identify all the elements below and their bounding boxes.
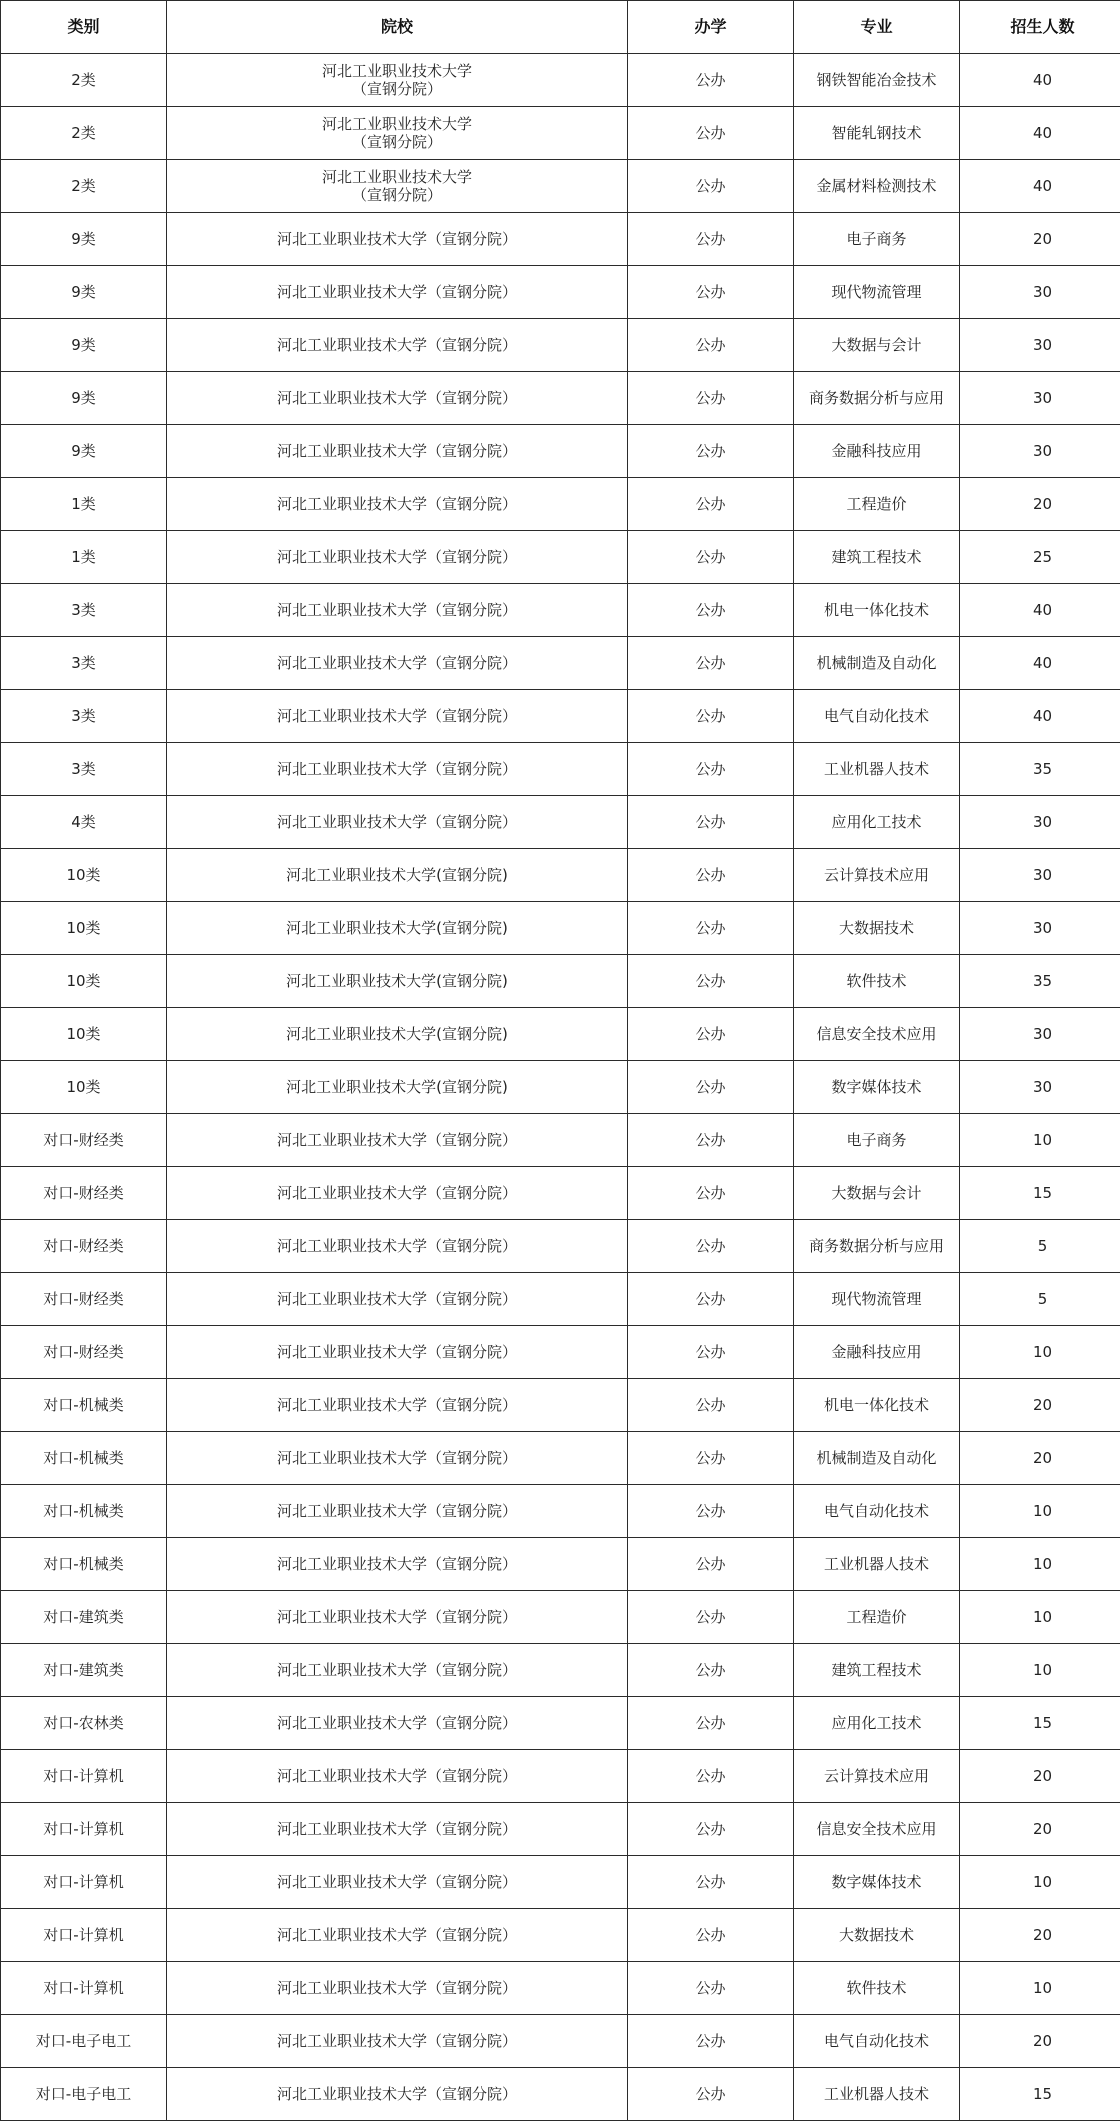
type-cell: 公办 xyxy=(628,1644,794,1697)
school-line: 河北工业职业技术大学（宣钢分院） xyxy=(276,1237,517,1255)
major-cell: 金融科技应用 xyxy=(794,425,960,478)
major-cell: 工业机器人技术 xyxy=(794,1538,960,1591)
school-cell xyxy=(167,796,628,849)
category-cell: 对口-计算机 xyxy=(1,1750,167,1803)
category-cell: 对口-财经类 xyxy=(1,1167,167,1220)
count-cell: 5 xyxy=(960,1273,1120,1326)
school-cell xyxy=(167,584,628,637)
type-cell: 公办 xyxy=(628,1220,794,1273)
count-cell: 20 xyxy=(960,1432,1120,1485)
school-cell xyxy=(167,1273,628,1326)
school-line: 河北工业职业技术大学（宣钢分院） xyxy=(276,1131,517,1149)
category-cell: 对口-财经类 xyxy=(1,1220,167,1273)
count-cell: 10 xyxy=(960,1538,1120,1591)
major-cell: 金属材料检测技术 xyxy=(794,160,960,213)
table-row xyxy=(1,1061,1120,1114)
table-row xyxy=(1,372,1120,425)
school-cell xyxy=(167,1856,628,1909)
school-cell xyxy=(167,1485,628,1538)
type-cell: 公办 xyxy=(628,743,794,796)
type-cell: 公办 xyxy=(628,160,794,213)
school-line: 河北工业职业技术大学（宣钢分院） xyxy=(276,1555,517,1573)
school-cell xyxy=(167,213,628,266)
school-line: 河北工业职业技术大学（宣钢分院） xyxy=(276,442,517,460)
major-cell: 电气自动化技术 xyxy=(794,690,960,743)
category-cell: 3类 xyxy=(1,690,167,743)
school-cell xyxy=(167,1962,628,2015)
category-cell: 对口-机械类 xyxy=(1,1379,167,1432)
table-row xyxy=(1,160,1120,213)
school-line: 河北工业职业技术大学（宣钢分院） xyxy=(276,1979,517,1997)
table-body xyxy=(1,54,1120,2121)
category-cell: 9类 xyxy=(1,319,167,372)
count-cell: 20 xyxy=(960,1750,1120,1803)
major-cell: 电气自动化技术 xyxy=(794,1485,960,1538)
major-cell: 大数据技术 xyxy=(794,1909,960,1962)
table-row xyxy=(1,902,1120,955)
type-cell: 公办 xyxy=(628,1538,794,1591)
major-cell: 现代物流管理 xyxy=(794,1273,960,1326)
school-cell xyxy=(167,902,628,955)
category-cell: 9类 xyxy=(1,372,167,425)
school-cell xyxy=(167,1591,628,1644)
major-cell: 电子商务 xyxy=(794,1114,960,1167)
count-cell: 40 xyxy=(960,637,1120,690)
type-cell: 公办 xyxy=(628,1008,794,1061)
major-cell: 钢铁智能冶金技术 xyxy=(794,54,960,107)
major-cell: 数字媒体技术 xyxy=(794,1856,960,1909)
count-cell: 15 xyxy=(960,1697,1120,1750)
table-row xyxy=(1,1697,1120,1750)
count-cell: 30 xyxy=(960,319,1120,372)
school-cell xyxy=(167,1326,628,1379)
table-row xyxy=(1,1273,1120,1326)
category-cell: 对口-财经类 xyxy=(1,1326,167,1379)
table-row xyxy=(1,213,1120,266)
count-cell: 5 xyxy=(960,1220,1120,1273)
school-line: 河北工业职业技术大学（宣钢分院） xyxy=(276,1343,517,1361)
school-line: 河北工业职业技术大学（宣钢分院） xyxy=(276,230,517,248)
school-cell xyxy=(167,1697,628,1750)
school-cell xyxy=(167,160,628,213)
count-cell: 40 xyxy=(960,690,1120,743)
type-cell: 公办 xyxy=(628,637,794,690)
count-cell: 30 xyxy=(960,849,1120,902)
category-cell: 4类 xyxy=(1,796,167,849)
type-cell: 公办 xyxy=(628,266,794,319)
school-cell xyxy=(167,743,628,796)
type-cell: 公办 xyxy=(628,372,794,425)
category-cell: 对口-计算机 xyxy=(1,1962,167,2015)
major-cell: 云计算技术应用 xyxy=(794,1750,960,1803)
count-cell: 35 xyxy=(960,955,1120,1008)
type-cell: 公办 xyxy=(628,54,794,107)
school-line: 河北工业职业技术大学（宣钢分院） xyxy=(276,336,517,354)
school-cell xyxy=(167,955,628,1008)
category-cell: 10类 xyxy=(1,955,167,1008)
header-count: 招生人数 xyxy=(960,1,1120,54)
table-row xyxy=(1,796,1120,849)
major-cell: 商务数据分析与应用 xyxy=(794,372,960,425)
major-cell: 机械制造及自动化 xyxy=(794,1432,960,1485)
school-line: 河北工业职业技术大学（宣钢分院） xyxy=(276,548,517,566)
school-line: 河北工业职业技术大学(宣钢分院) xyxy=(286,1025,508,1043)
school-cell xyxy=(167,107,628,160)
school-line: 河北工业职业技术大学（宣钢分院） xyxy=(276,283,517,301)
type-cell: 公办 xyxy=(628,425,794,478)
major-cell: 大数据与会计 xyxy=(794,319,960,372)
count-cell: 40 xyxy=(960,54,1120,107)
school-cell xyxy=(167,319,628,372)
count-cell: 35 xyxy=(960,743,1120,796)
school-cell xyxy=(167,2015,628,2068)
table-row xyxy=(1,2015,1120,2068)
school-line: 河北工业职业技术大学（宣钢分院） xyxy=(276,1184,517,1202)
major-cell: 工业机器人技术 xyxy=(794,2068,960,2121)
type-cell: 公办 xyxy=(628,531,794,584)
type-cell: 公办 xyxy=(628,955,794,1008)
major-cell: 软件技术 xyxy=(794,1962,960,2015)
major-cell: 机械制造及自动化 xyxy=(794,637,960,690)
school-line: 河北工业职业技术大学（宣钢分院） xyxy=(276,760,517,778)
school-line: 河北工业职业技术大学 xyxy=(321,62,472,80)
school-line: （宣钢分院） xyxy=(351,133,442,151)
school-line: 河北工业职业技术大学（宣钢分院） xyxy=(276,707,517,725)
table-row xyxy=(1,266,1120,319)
type-cell: 公办 xyxy=(628,1379,794,1432)
major-cell: 应用化工技术 xyxy=(794,796,960,849)
table-row xyxy=(1,1644,1120,1697)
school-line: 河北工业职业技术大学(宣钢分院) xyxy=(286,972,508,990)
school-line: 河北工业职业技术大学（宣钢分院） xyxy=(276,2085,517,2103)
count-cell: 30 xyxy=(960,266,1120,319)
type-cell: 公办 xyxy=(628,1432,794,1485)
school-cell xyxy=(167,478,628,531)
header-major: 专业 xyxy=(794,1,960,54)
school-line: 河北工业职业技术大学 xyxy=(321,115,472,133)
count-cell: 40 xyxy=(960,160,1120,213)
school-line: 河北工业职业技术大学（宣钢分院） xyxy=(276,601,517,619)
table-row xyxy=(1,743,1120,796)
count-cell: 40 xyxy=(960,107,1120,160)
count-cell: 20 xyxy=(960,478,1120,531)
count-cell: 30 xyxy=(960,796,1120,849)
count-cell: 20 xyxy=(960,2015,1120,2068)
type-cell: 公办 xyxy=(628,1273,794,1326)
major-cell: 大数据技术 xyxy=(794,902,960,955)
table-row xyxy=(1,1326,1120,1379)
count-cell: 40 xyxy=(960,584,1120,637)
type-cell: 公办 xyxy=(628,1909,794,1962)
category-cell: 对口-机械类 xyxy=(1,1432,167,1485)
school-line: 河北工业职业技术大学（宣钢分院） xyxy=(276,813,517,831)
category-cell: 2类 xyxy=(1,160,167,213)
category-cell: 1类 xyxy=(1,531,167,584)
type-cell: 公办 xyxy=(628,1803,794,1856)
school-line: 河北工业职业技术大学(宣钢分院) xyxy=(286,1078,508,1096)
category-cell: 对口-财经类 xyxy=(1,1114,167,1167)
major-cell: 软件技术 xyxy=(794,955,960,1008)
category-cell: 9类 xyxy=(1,213,167,266)
header-school: 院校 xyxy=(167,1,628,54)
type-cell: 公办 xyxy=(628,1114,794,1167)
type-cell: 公办 xyxy=(628,1167,794,1220)
type-cell: 公办 xyxy=(628,1962,794,2015)
table-row xyxy=(1,1167,1120,1220)
major-cell: 信息安全技术应用 xyxy=(794,1803,960,1856)
table-row xyxy=(1,637,1120,690)
table-row xyxy=(1,478,1120,531)
table-row xyxy=(1,319,1120,372)
count-cell: 15 xyxy=(960,1167,1120,1220)
school-line: 河北工业职业技术大学（宣钢分院） xyxy=(276,1396,517,1414)
school-cell xyxy=(167,1220,628,1273)
school-cell xyxy=(167,2068,628,2121)
school-cell xyxy=(167,637,628,690)
type-cell: 公办 xyxy=(628,584,794,637)
count-cell: 10 xyxy=(960,1326,1120,1379)
count-cell: 20 xyxy=(960,1379,1120,1432)
count-cell: 20 xyxy=(960,1803,1120,1856)
type-cell: 公办 xyxy=(628,1485,794,1538)
major-cell: 建筑工程技术 xyxy=(794,531,960,584)
table-row xyxy=(1,1909,1120,1962)
category-cell: 3类 xyxy=(1,743,167,796)
category-cell: 对口-计算机 xyxy=(1,1803,167,1856)
category-cell: 对口-电子电工 xyxy=(1,2015,167,2068)
category-cell: 对口-建筑类 xyxy=(1,1644,167,1697)
school-line: 河北工业职业技术大学（宣钢分院） xyxy=(276,654,517,672)
count-cell: 30 xyxy=(960,1008,1120,1061)
type-cell: 公办 xyxy=(628,796,794,849)
type-cell: 公办 xyxy=(628,1750,794,1803)
category-cell: 对口-电子电工 xyxy=(1,2068,167,2121)
major-cell: 工业机器人技术 xyxy=(794,743,960,796)
school-cell xyxy=(167,1432,628,1485)
major-cell: 云计算技术应用 xyxy=(794,849,960,902)
count-cell: 30 xyxy=(960,1061,1120,1114)
school-line: 河北工业职业技术大学 xyxy=(321,168,472,186)
table-row xyxy=(1,584,1120,637)
school-line: 河北工业职业技术大学（宣钢分院） xyxy=(276,389,517,407)
table-row xyxy=(1,1485,1120,1538)
school-line: （宣钢分院） xyxy=(351,186,442,204)
major-cell: 大数据与会计 xyxy=(794,1167,960,1220)
type-cell: 公办 xyxy=(628,902,794,955)
school-cell xyxy=(167,1909,628,1962)
school-cell xyxy=(167,690,628,743)
count-cell: 10 xyxy=(960,1485,1120,1538)
major-cell: 信息安全技术应用 xyxy=(794,1008,960,1061)
table-row xyxy=(1,1432,1120,1485)
count-cell: 15 xyxy=(960,2068,1120,2121)
table-row xyxy=(1,1538,1120,1591)
type-cell: 公办 xyxy=(628,319,794,372)
type-cell: 公办 xyxy=(628,1697,794,1750)
table-row xyxy=(1,1379,1120,1432)
table-row xyxy=(1,849,1120,902)
type-cell: 公办 xyxy=(628,1061,794,1114)
major-cell: 电子商务 xyxy=(794,213,960,266)
major-cell: 机电一体化技术 xyxy=(794,584,960,637)
category-cell: 2类 xyxy=(1,107,167,160)
major-cell: 机电一体化技术 xyxy=(794,1379,960,1432)
table-row xyxy=(1,531,1120,584)
category-cell: 3类 xyxy=(1,637,167,690)
table-row xyxy=(1,1591,1120,1644)
category-cell: 10类 xyxy=(1,1008,167,1061)
category-cell: 9类 xyxy=(1,266,167,319)
type-cell: 公办 xyxy=(628,107,794,160)
school-line: 河北工业职业技术大学（宣钢分院） xyxy=(276,1873,517,1891)
table-row xyxy=(1,1962,1120,2015)
school-line: 河北工业职业技术大学(宣钢分院) xyxy=(286,866,508,884)
category-cell: 对口-机械类 xyxy=(1,1485,167,1538)
type-cell: 公办 xyxy=(628,1591,794,1644)
school-cell xyxy=(167,849,628,902)
category-cell: 对口-机械类 xyxy=(1,1538,167,1591)
category-cell: 9类 xyxy=(1,425,167,478)
table-row xyxy=(1,1008,1120,1061)
major-cell: 工程造价 xyxy=(794,478,960,531)
table-row xyxy=(1,54,1120,107)
table-row xyxy=(1,1803,1120,1856)
type-cell: 公办 xyxy=(628,2015,794,2068)
type-cell: 公办 xyxy=(628,478,794,531)
major-cell: 应用化工技术 xyxy=(794,1697,960,1750)
count-cell: 10 xyxy=(960,1644,1120,1697)
table-header xyxy=(1,1,1120,54)
table-row xyxy=(1,955,1120,1008)
school-line: 河北工业职业技术大学（宣钢分院） xyxy=(276,1926,517,1944)
header-type: 办学 xyxy=(628,1,794,54)
count-cell: 10 xyxy=(960,1591,1120,1644)
table-row xyxy=(1,2068,1120,2121)
school-line: 河北工业职业技术大学（宣钢分院） xyxy=(276,1820,517,1838)
school-line: 河北工业职业技术大学（宣钢分院） xyxy=(276,1608,517,1626)
school-line: 河北工业职业技术大学（宣钢分院） xyxy=(276,2032,517,2050)
major-cell: 商务数据分析与应用 xyxy=(794,1220,960,1273)
school-line: 河北工业职业技术大学（宣钢分院） xyxy=(276,495,517,513)
category-cell: 10类 xyxy=(1,902,167,955)
table-row xyxy=(1,107,1120,160)
school-cell xyxy=(167,1379,628,1432)
school-cell xyxy=(167,54,628,107)
category-cell: 1类 xyxy=(1,478,167,531)
type-cell: 公办 xyxy=(628,2068,794,2121)
table-row xyxy=(1,690,1120,743)
table-row xyxy=(1,1856,1120,1909)
count-cell: 30 xyxy=(960,425,1120,478)
school-cell xyxy=(167,1061,628,1114)
count-cell: 30 xyxy=(960,372,1120,425)
type-cell: 公办 xyxy=(628,1856,794,1909)
category-cell: 对口-财经类 xyxy=(1,1273,167,1326)
school-cell xyxy=(167,1008,628,1061)
school-cell xyxy=(167,531,628,584)
school-line: 河北工业职业技术大学（宣钢分院） xyxy=(276,1449,517,1467)
school-line: 河北工业职业技术大学（宣钢分院） xyxy=(276,1714,517,1732)
count-cell: 10 xyxy=(960,1114,1120,1167)
school-cell xyxy=(167,425,628,478)
major-cell: 电气自动化技术 xyxy=(794,2015,960,2068)
school-line: （宣钢分院） xyxy=(351,80,442,98)
header-category: 类别 xyxy=(1,1,167,54)
major-cell: 建筑工程技术 xyxy=(794,1644,960,1697)
major-cell: 智能轧钢技术 xyxy=(794,107,960,160)
type-cell: 公办 xyxy=(628,849,794,902)
category-cell: 对口-计算机 xyxy=(1,1909,167,1962)
school-cell xyxy=(167,1803,628,1856)
count-cell: 30 xyxy=(960,902,1120,955)
category-cell: 对口-建筑类 xyxy=(1,1591,167,1644)
type-cell: 公办 xyxy=(628,213,794,266)
type-cell: 公办 xyxy=(628,690,794,743)
school-cell xyxy=(167,266,628,319)
major-cell: 数字媒体技术 xyxy=(794,1061,960,1114)
table-row xyxy=(1,1750,1120,1803)
school-line: 河北工业职业技术大学（宣钢分院） xyxy=(276,1290,517,1308)
category-cell: 对口-计算机 xyxy=(1,1856,167,1909)
school-line: 河北工业职业技术大学（宣钢分院） xyxy=(276,1661,517,1679)
school-cell xyxy=(167,1114,628,1167)
school-cell xyxy=(167,1538,628,1591)
count-cell: 25 xyxy=(960,531,1120,584)
school-cell xyxy=(167,1750,628,1803)
count-cell: 20 xyxy=(960,1909,1120,1962)
school-line: 河北工业职业技术大学（宣钢分院） xyxy=(276,1767,517,1785)
count-cell: 10 xyxy=(960,1962,1120,2015)
category-cell: 对口-农林类 xyxy=(1,1697,167,1750)
major-cell: 工程造价 xyxy=(794,1591,960,1644)
school-line: 河北工业职业技术大学(宣钢分院) xyxy=(286,919,508,937)
major-cell: 金融科技应用 xyxy=(794,1326,960,1379)
category-cell: 2类 xyxy=(1,54,167,107)
table-row xyxy=(1,425,1120,478)
category-cell: 10类 xyxy=(1,1061,167,1114)
table-row xyxy=(1,1114,1120,1167)
header-row xyxy=(1,1,1120,54)
school-cell xyxy=(167,1644,628,1697)
school-cell xyxy=(167,372,628,425)
category-cell: 3类 xyxy=(1,584,167,637)
count-cell: 10 xyxy=(960,1856,1120,1909)
major-cell: 现代物流管理 xyxy=(794,266,960,319)
type-cell: 公办 xyxy=(628,1326,794,1379)
school-cell xyxy=(167,1167,628,1220)
category-cell: 10类 xyxy=(1,849,167,902)
table-row xyxy=(1,1220,1120,1273)
school-line: 河北工业职业技术大学（宣钢分院） xyxy=(276,1502,517,1520)
count-cell: 20 xyxy=(960,213,1120,266)
